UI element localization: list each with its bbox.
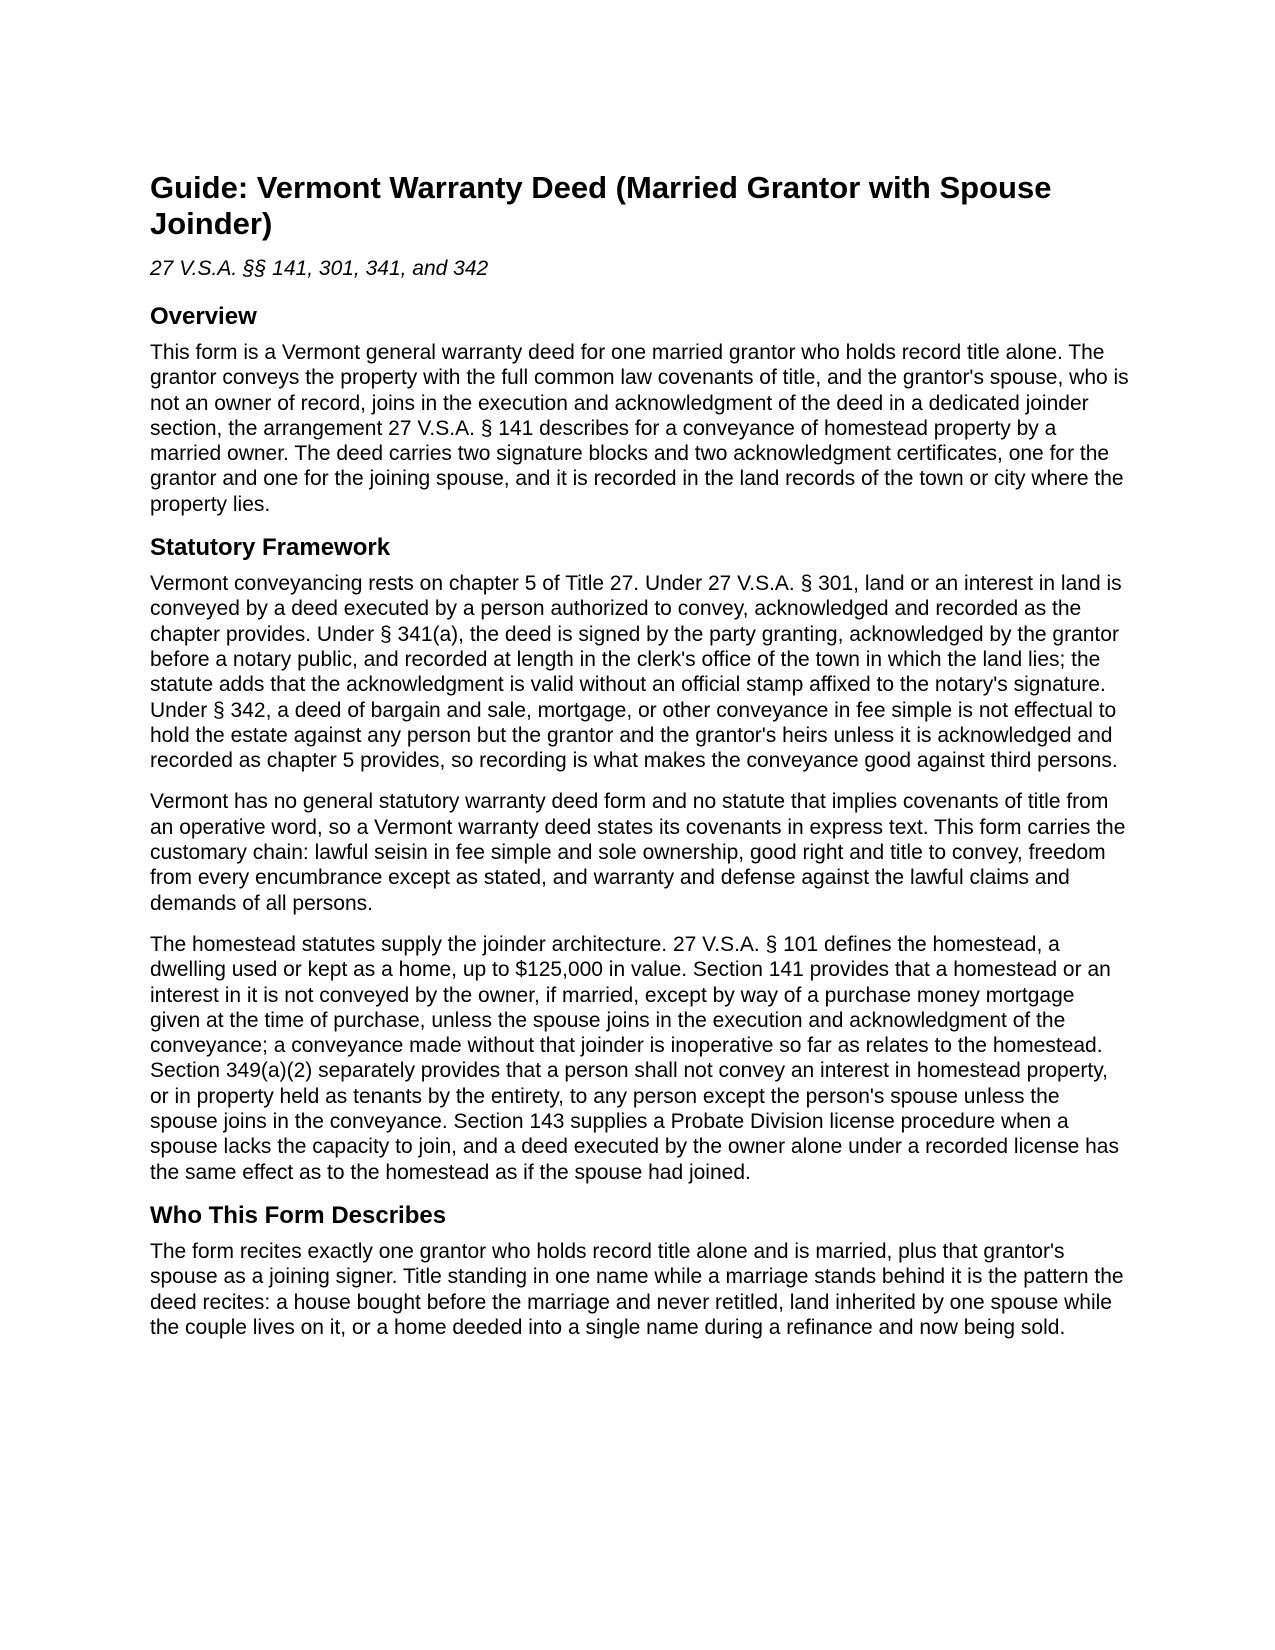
- paragraph: Vermont has no general statutory warranty deed form and no statute that implies covenants of title from an operative word, so a Vermont warranty deed states its covenants in express text. This form carries the customary chain: lawful seisin in fee simple and sole ownership, good right and title to convey, freedom from every encumbrance except as stated, and warranty and defense against the lawful claims and demands of all persons.: [150, 790, 1126, 915]
- statute-citation: 27 V.S.A. §§ 141, 301, 341, and 342: [150, 257, 489, 280]
- section-heading: Overview: [150, 303, 257, 330]
- section-who-this-form-describes: [150, 1201, 1130, 1340]
- paragraph: The form recites exactly one grantor who holds record title alone and is married, plus that grantor's spouse as a joining signer. Title standing in one name while a marriage stands behind it is the pattern the deed recites: a house bought before the marriage and never retitled, land inherited by one spouse while the couple lives on it, or a home deeded into a single name during a refinance and now being sold.: [150, 1239, 1124, 1339]
- paragraph: This form is a Vermont general warranty deed for one married grantor who holds record title alone. The grantor conveys the property with the full common law covenants of title, and the grantor's spouse, who is not an owner of record, joins in the execution and acknowledgment of the deed in a dedicated joinder section, the arrangement 27 V.S.A. § 141 describes for a conveyance of homestead property by a married owner. The deed carries two signature blocks and two acknowledgment certificates, one for the grantor and one for the joining spouse, and it is recorded in the land records of the town or city where the property lies.: [150, 341, 1129, 516]
- paragraph: Vermont conveyancing rests on chapter 5 of Title 27. Under 27 V.S.A. § 301, land or an interest in land is conveyed by a deed executed by a person authorized to convey, acknowledged and recorded as the chapter provides. Under § 341(a), the deed is signed by the party granting, acknowledged by the grantor before a notary public, and recorded at length in the clerk's office of the town in which the land lies; the statute adds that the acknowledgment is valid without an official stamp affixed to the notary's signature. Under § 342, a deed of bargain and sale, mortgage, or other conveyance in fee simple is not effectual to hold the estate against any person but the grantor and the grantor's heirs unless it is acknowledged and recorded as chapter 5 provides, so recording is what makes the conveyance good against third persons.: [150, 572, 1122, 773]
- section-heading: Statutory Framework: [150, 534, 391, 562]
- paragraph: The homestead statutes supply the joinder architecture. 27 V.S.A. § 101 defines the homestead, a dwelling used or kept as a home, up to $125,000 in value. Section 141 provides that a homestead or an interest in it is not conveyed by the owner, if married, except by way of a purchase money mortgage given at the time of purchase, unless the spouse joins in the execution and acknowledgment of the conveyance; a conveyance made without that joinder is inoperative so far as relates to the homestead. Section 349(a)(2) separately provides that a person shall not convey an interest in homestead property, or in property held as tenants by the entirety, to any person except the person's spouse unless the spouse joins in the conveyance. Section 143 supplies a Probate Division license procedure when a spouse lacks the capacity to join, and a deed executed by the owner alone under a recorded license has the same effect as to the homestead as if the spouse had joined.: [150, 932, 1119, 1184]
- document-page: [150, 170, 1130, 1356]
- section-heading: Who This Form Describes: [150, 1201, 447, 1229]
- section-overview: [150, 302, 1130, 517]
- section-statutory-framework: [150, 533, 1130, 1185]
- document-title: Guide: Vermont Warranty Deed (Married Grantor with Spouse Joinder): [150, 170, 1052, 241]
